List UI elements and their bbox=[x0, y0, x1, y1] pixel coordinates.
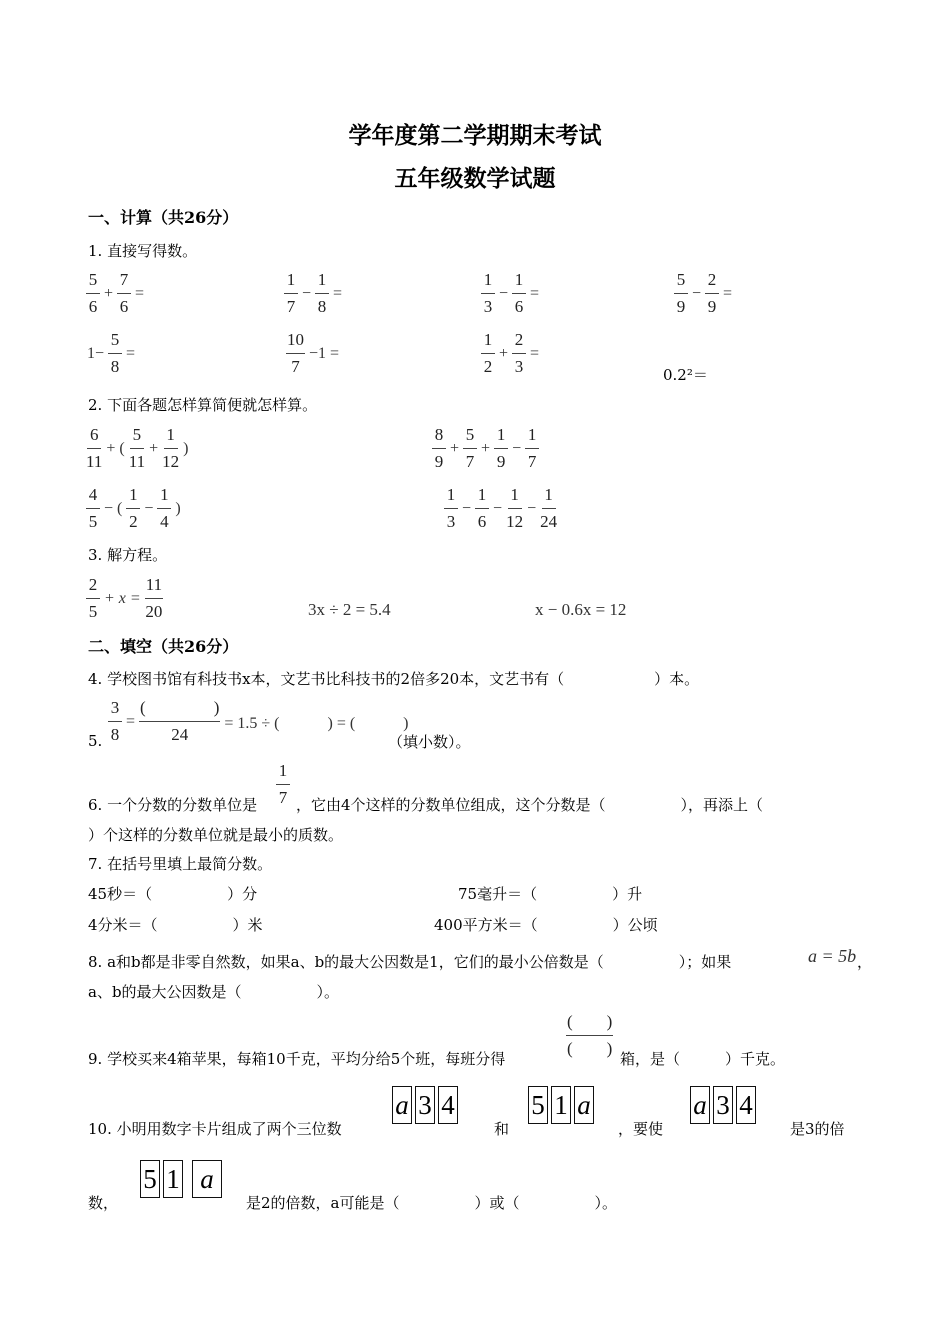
question-8-part-b: a、b的最大公因数是（ ）。 bbox=[88, 983, 340, 1001]
card-3: 3 bbox=[415, 1086, 435, 1124]
card-5: 5 bbox=[528, 1086, 548, 1124]
question-10-end: 是3的倍 bbox=[790, 1120, 845, 1138]
section-1-heading: 一、计算（共26分） bbox=[88, 208, 239, 227]
card-a: a bbox=[392, 1086, 412, 1124]
question-6-fraction: $\frac{1}{7}$ bbox=[276, 761, 290, 808]
card-a: a bbox=[192, 1160, 222, 1198]
q1-item-7: $\frac{1}{2}$ + $\frac{2}{3}$ = bbox=[481, 330, 540, 377]
question-4: 4. 学校图书馆有科技书x本，文艺书比科技书的2倍多20本，文艺书有（ ）本。 bbox=[88, 670, 700, 688]
q7-item-4: 400平方米＝（ ）公顷 bbox=[434, 916, 658, 934]
question-10-and: 和 bbox=[494, 1120, 510, 1138]
number-cards-a34-second bbox=[690, 1086, 759, 1124]
card-3: 3 bbox=[713, 1086, 733, 1124]
q2-expr-3: $\frac{4}{5}$ − ( $\frac{1}{2}$ − $\frac{1}{4}$ ) bbox=[86, 485, 182, 532]
question-2: 2. 下面各题怎样算简便就怎样算。 bbox=[88, 396, 318, 414]
number-cards-a34 bbox=[392, 1086, 461, 1124]
question-7: 7. 在括号里填上最简分数。 bbox=[88, 855, 273, 873]
question-8-comma: ， bbox=[857, 953, 873, 971]
question-9-part-b: 箱，是（ ）千克。 bbox=[620, 1050, 786, 1068]
question-6-part-c: ）个这样的分数单位就是最小的质数。 bbox=[88, 826, 344, 844]
section-2-heading: 二、填空（共26分） bbox=[88, 637, 239, 656]
exam-subtitle: 五年级数学试题 bbox=[394, 165, 556, 192]
q1-item-5: 1− $\frac{5}{8}$ = bbox=[87, 330, 136, 376]
q3-equation-1: $\frac{2}{5}$ + x = $\frac{11}{20}$ bbox=[86, 575, 163, 622]
question-9-part-a: 9. 学校买来4箱苹果，每箱10千克，平均分给5个班，每班分得 bbox=[88, 1050, 506, 1068]
question-6-part-a: 6. 一个分数的分数单位是 bbox=[88, 796, 258, 814]
q7-item-3: 4分米＝（ ）米 bbox=[88, 916, 263, 934]
q7-item-2: 75毫升＝（ ）升 bbox=[458, 885, 643, 903]
q2-expr-1: $\frac{6}{11}$ + ( $\frac{5}{11}$ + $\frac{1}{12}$ ) bbox=[86, 425, 189, 471]
q1-item-6: $\frac{10}{7}$ −1 = bbox=[287, 330, 340, 376]
card-5: 5 bbox=[140, 1160, 160, 1198]
question-5-note: （填小数）。 bbox=[388, 733, 471, 751]
question-10-part-a: 10. 小明用数字卡片组成了两个三位数 bbox=[88, 1120, 342, 1138]
q2-expr-2: $\frac{8}{9}$ + $\frac{5}{7}$ + $\frac{1}{9}$ − $\frac{1}{7}$ bbox=[432, 425, 539, 472]
number-cards-51a bbox=[528, 1086, 597, 1124]
card-1: 1 bbox=[163, 1160, 183, 1198]
card-a: a bbox=[690, 1086, 710, 1124]
q7-item-1: 45秒＝（ ）分 bbox=[88, 885, 258, 903]
card-4: 4 bbox=[736, 1086, 756, 1124]
question-5-expression: $\frac{3}{8}$ = $\frac{( )}{24}$ = 1.5 ÷ ( ) = ( ) bbox=[108, 698, 410, 745]
q1-item-1: $\frac{5}{6}$ + $\frac{7}{6}$ = bbox=[86, 270, 145, 317]
number-cards-51a-second bbox=[140, 1160, 225, 1198]
card-4: 4 bbox=[438, 1086, 458, 1124]
card-a: a bbox=[574, 1086, 594, 1124]
question-8-expression: a = 5b bbox=[808, 946, 857, 966]
question-8-part-a: 8. a和b都是非零自然数，如果a、b的最大公因数是1，它们的最小公倍数是（ ）；如果 bbox=[88, 953, 732, 971]
q1-item-8: 0.2²＝ bbox=[663, 366, 708, 384]
question-10-part-c: 数， bbox=[88, 1194, 119, 1212]
question-10-part-d: 是2的倍数，a可能是（ ）或（ ）。 bbox=[246, 1194, 617, 1212]
q2-expr-4: $\frac{1}{3}$ − $\frac{1}{6}$ − $\frac{1}{12}$ − $\frac{1}{24}$ bbox=[444, 485, 557, 532]
q3-equation-3: x − 0.6x = 12 bbox=[535, 600, 627, 619]
question-3: 3. 解方程。 bbox=[88, 546, 168, 564]
q1-item-2: $\frac{1}{7}$ − $\frac{1}{8}$ = bbox=[284, 270, 343, 317]
question-10-mid: ，要使 bbox=[618, 1120, 664, 1138]
question-1: 1. 直接写得数。 bbox=[88, 242, 198, 260]
question-9-fraction-blank[interactable]: $\frac{( )}{( )}$ bbox=[567, 1012, 613, 1058]
card-1: 1 bbox=[551, 1086, 571, 1124]
q1-item-4: $\frac{5}{9}$ − $\frac{2}{9}$ = bbox=[674, 270, 733, 317]
q1-item-3: $\frac{1}{3}$ − $\frac{1}{6}$ = bbox=[481, 270, 540, 317]
question-5-number: 5. bbox=[88, 732, 103, 750]
q3-equation-2: 3x ÷ 2 = 5.4 bbox=[308, 600, 391, 619]
exam-title: 学年度第二学期期末考试 bbox=[348, 122, 602, 149]
question-6-part-b: ，它由4个这样的分数单位组成，这个分数是（ ），再添上（ bbox=[296, 796, 764, 814]
